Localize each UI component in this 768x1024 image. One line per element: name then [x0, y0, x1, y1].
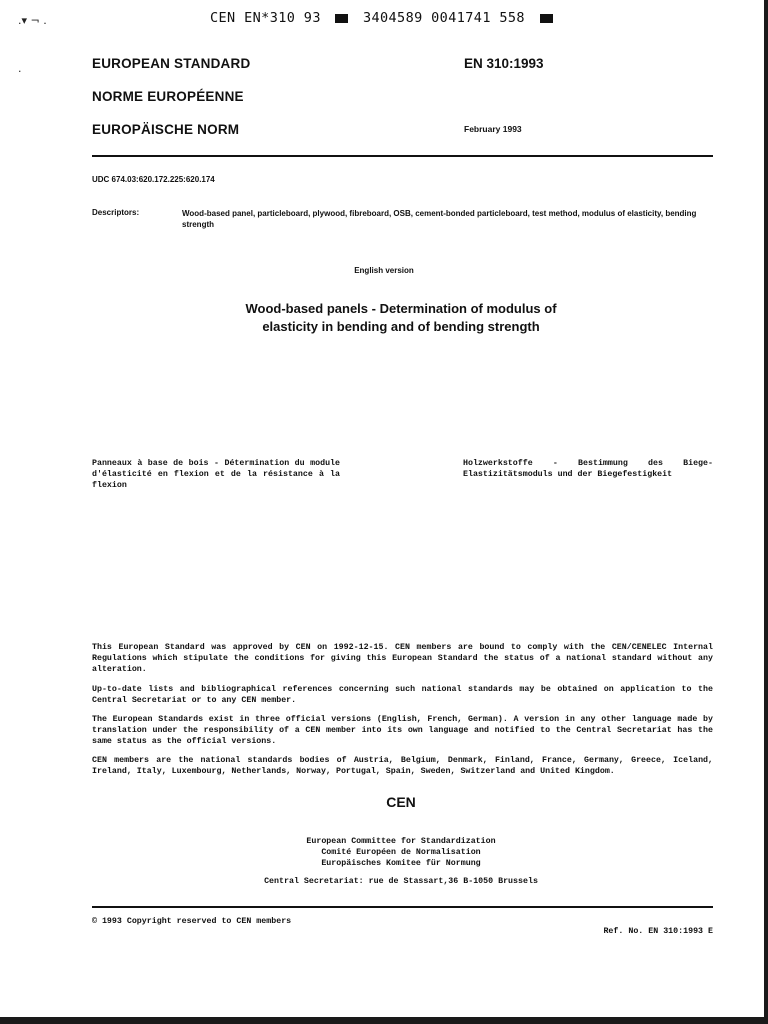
- committee-name-en: European Committee for Standardization: [306, 837, 496, 846]
- scan-header-part2: 3404589 0041741 558: [362, 10, 525, 26]
- cen-logo-text: CEN: [386, 794, 416, 810]
- copyright-notice: © 1993 Copyright reserved to CEN members: [92, 917, 292, 926]
- barcode-block: [335, 14, 348, 23]
- scan-header-line: [210, 10, 610, 26]
- descriptors-label: Descriptors:: [92, 208, 140, 217]
- title-line-2: elasticity in bending and of bending strength: [262, 319, 540, 334]
- versions-paragraph: The European Standards exist in three official versions (English, French, German). A version in any other language made by translation under the responsibility of a CEN member into its own language and notified to the Central Secretariat has the same status as the official versions.: [92, 715, 713, 746]
- scan-specks: .▾ ¬ .: [18, 14, 47, 27]
- scan-speck: .: [18, 62, 22, 75]
- committee-name-fr: Comité Européen de Normalisation: [321, 848, 481, 857]
- reference-number: Ref. No. EN 310:1993 E: [603, 927, 713, 936]
- version-label: English version: [354, 266, 414, 275]
- approval-paragraph: This European Standard was approved by CEN on 1992-12-15. CEN members are bound to comply with the CEN/CENELEC Internal Regulations which stipulate the conditions for giving this European Standard the status of a national standard without any alteration.: [92, 643, 713, 674]
- barcode-block: [540, 14, 553, 23]
- document-title: [0, 300, 768, 336]
- udc-code: UDC 674.03:620.172.225:620.174: [92, 175, 215, 184]
- scan-edge-bottom: [0, 1017, 768, 1024]
- committee-names: [0, 836, 768, 869]
- descriptors-text: Wood-based panel, particleboard, plywood, fibreboard, OSB, cement-bonded particleboard, test method, modulus of elasticity, bending strength: [182, 209, 697, 229]
- committee-name-de: Europäisches Komitee für Normung: [321, 859, 481, 868]
- header-divider: [92, 155, 713, 157]
- issue-date: February 1993: [464, 124, 522, 134]
- references-paragraph: Up-to-date lists and bibliographical references concerning such national standards may be obtained on application to the Central Secretariat or to any CEN member.: [92, 685, 713, 705]
- scan-edge-right: [764, 0, 768, 1024]
- standard-number: EN 310:1993: [464, 56, 544, 71]
- title-line-1: Wood-based panels - Determination of modulus of: [245, 301, 557, 316]
- members-paragraph: CEN members are the national standards bodies of Austria, Belgium, Denmark, Finland, France, Germany, Greece, Iceland, Ireland, Italy, Luxembourg, Netherlands, Norway, Portugal, Spain, Sweden, Switzerland and United Kingdom.: [92, 756, 713, 776]
- title-french: Panneaux à base de bois - Détermination du module d'élasticité en flexion et de la résistance à la flexion: [92, 459, 340, 490]
- footer-divider: [92, 906, 713, 908]
- secretariat-address: Central Secretariat: rue de Stassart,36 B-1050 Brussels: [264, 877, 538, 886]
- title-german: Holzwerkstoffe - Bestimmung des Biege-Elastizitätsmoduls und der Biegefestigkeit: [463, 459, 713, 479]
- header-european-standard: EUROPEAN STANDARD: [92, 56, 251, 71]
- header-europaische-norm: EUROPÄISCHE NORM: [92, 122, 240, 137]
- scan-header-part1: CEN EN*310 93: [210, 10, 321, 26]
- header-norme-europeenne: NORME EUROPÉENNE: [92, 89, 244, 104]
